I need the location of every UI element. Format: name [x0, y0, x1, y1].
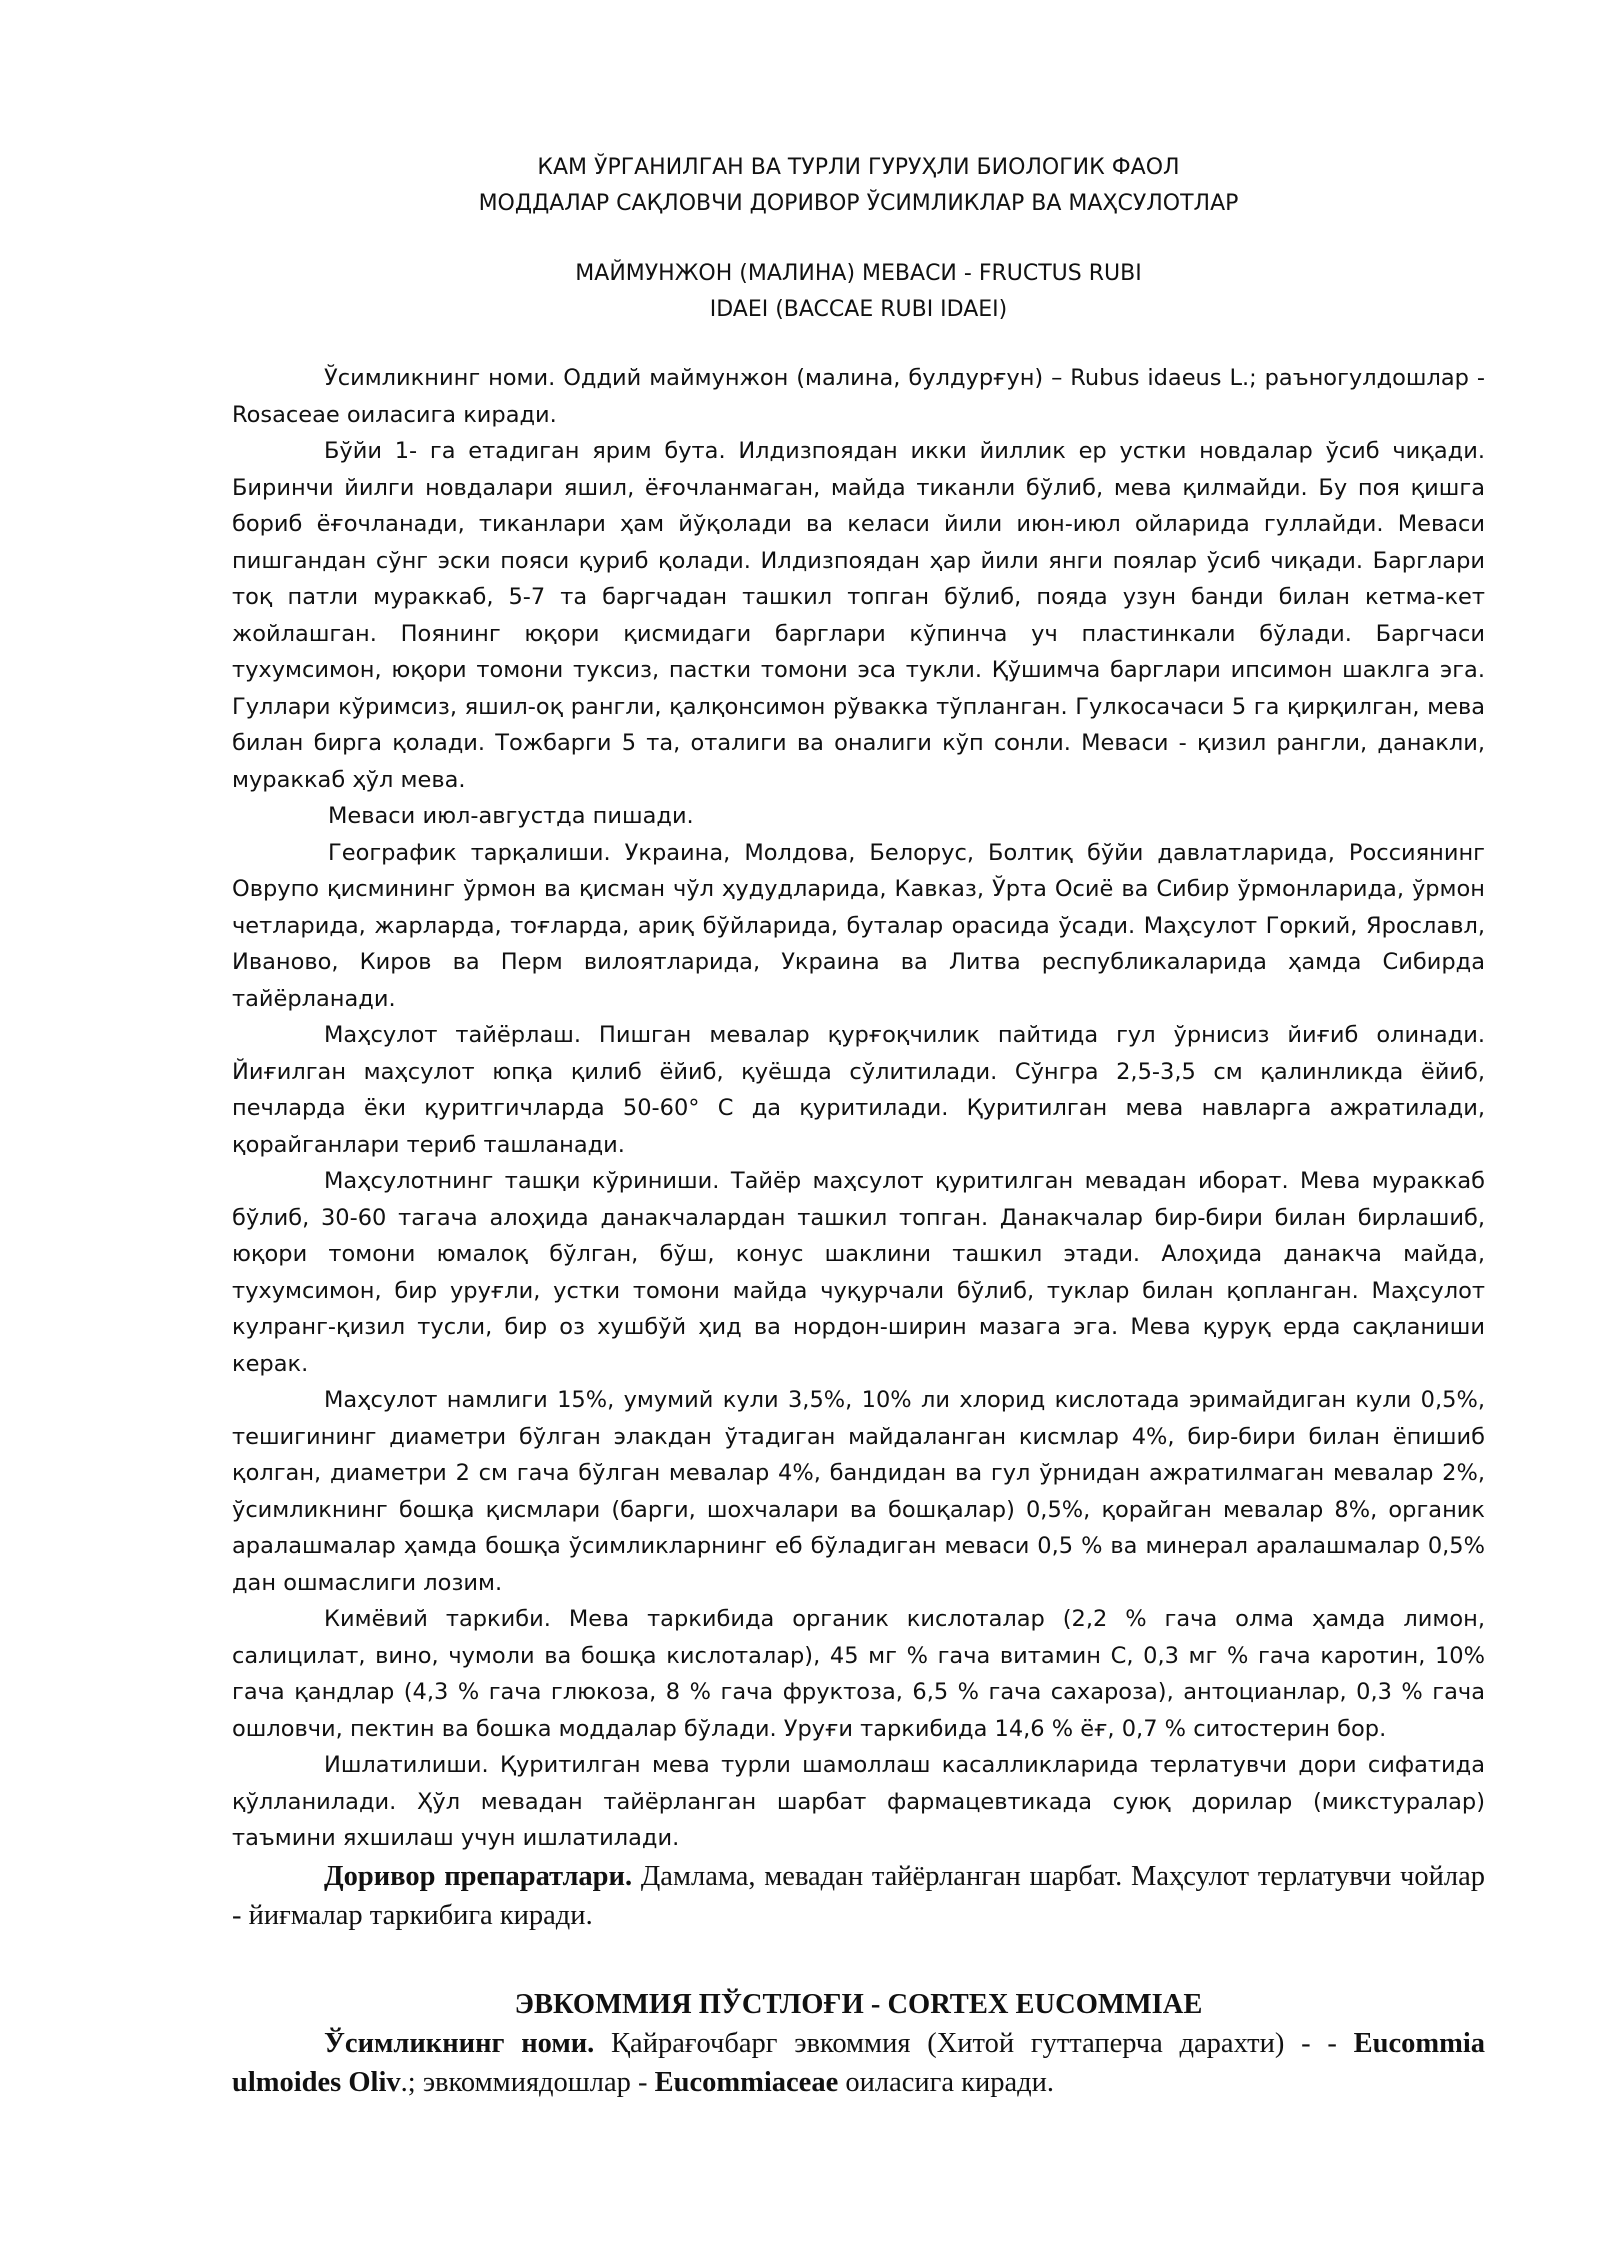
eucommia-text-3: оиласига киради. [838, 2066, 1054, 2098]
eucommia-section-title: ЭВКОММИЯ ПЎСТЛОҒИ - CORTEX EUCOMMIAE [514, 1988, 1203, 2020]
paragraph-usage: Ишлатилиши. Қуритилган мева турли шамоллаш касалликларида терлатувчи дори сифатида қўлланилади. Ҳўл мевадан тайёрланган шарбат фармацевтикада суюқ дорилар (микстуралар) таъмини яхшилаш учун ишлатилади. [232, 1752, 1485, 1851]
paragraph-plant-name: Ўсимликнинг номи. Оддий маймунжон (малина, булдурғун) – Rubus idaeus L.; раъногулдошлар - Rosaceae оиласига киради. [232, 365, 1485, 428]
body-text [232, 360, 1485, 1935]
preparations-text: Дамлама, мевадан тайёрланган шарбат. Маҳсулот терлатувчи чойлар - йиғмалар таркибига киради. [232, 1860, 1485, 1931]
paragraph-appearance: Маҳсулотнинг ташқи кўриниши. Тайёр маҳсулот қуритилган мевадан иборат. Мева мураккаб бўлиб, 30-60 тагача алоҳида данакчалардан ташкил топган. Данакчалар бир-бири билан бирлашиб, юқори томони юмалоқ бўлган, бўш, конус шаклини ташкил этади. Алоҳида данакча майда, тухумсимон, бир уруғли, устки томони майда чуқурчали бўлиб, туклар билан қопланган. Маҳсулот кулранг-қизил тусли, бир оз хушбўй ҳид ва нордон-ширин мазага эга. Мева қуруқ ерда сақланиши керак. [232, 1168, 1485, 1377]
chapter-title-line-1: КАМ ЎРГАНИЛГАН ВА ТУРЛИ ГУРУҲЛИ БИОЛОГИК ФАОЛ [537, 155, 1180, 180]
eucommia-label: Ўсимликнинг номи. [324, 2027, 595, 2059]
chapter-title-line-2: МОДДАЛАР САҚЛОВЧИ ДОРИВОР ЎСИМЛИКЛАР ВА МАҲСУЛОТЛАР [478, 191, 1239, 216]
paragraph-chemical-composition: Кимёвий таркиби. Мева таркибида органик кислоталар (2,2 % гача олма ҳамда лимон, салицилат, вино, чумоли ва бошқа кислоталар), 45 мг % гача витамин С, 0,3 мг % гача каротин, 10% гача қандлар (4,3 % гача глюкоза, 8 % гача фруктоза, 6,5 % гача сахароза), антоцианлар, 0,3 % гача ошловчи, пектин ва бошка моддалар бўлади. Уруғи таркибида 14,6 % ёғ, 0,7 % ситостерин бор. [232, 1606, 1485, 1742]
eucommia-text-2: .; эвкоммиядошлар - [400, 2066, 655, 2098]
preparations-label: Доривор препаратлари. [324, 1860, 633, 1892]
paragraph-harvesting: Маҳсулот тайёрлаш. Пишган мевалар қурғоқчилик пайтида гул ўрнисиз йиғиб олинади. Йиғилган маҳсулот юпқа қилиб ёйиб, қуёшда сўлитилади. Сўнгра 2,5-3,5 см қалинликда ёйиб, печларда ёки қуритгичларда 50-60° С да қуритилади. Қуритилган мева навларга ажратилади, қорайганлари териб ташланади. [232, 1022, 1485, 1158]
section-title-line-1: МАЙМУНЖОН (МАЛИНА) МЕВАСИ - FRUCTUS RUBI [575, 261, 1142, 286]
eucommia-family-name: Eucommiaceae [654, 2066, 839, 2098]
paragraph-description: Бўйи 1- га етадиган ярим бута. Илдизпоядан икки йиллик ер устки новдалар ўсиб чиқади. Биринчи йилги новдалари яшил, ёғочланмаган, майда тиканли бўлиб, мева қилмайди. Бу поя қишга бориб ёғочланади, тиканлари ҳам йўқолади ва келаси йили июн-июл ойларида гуллайди. Меваси пишгандан сўнг эски пояси қуриб қолади. Илдизпоядан ҳар йили янги поялар ўсиб чиқади. Барглари тоқ патли мураккаб, 5-7 та баргчадан ташкил топган бўлиб, пояда узун банди билан кетма-кет жойлашган. Поянинг юқори қисмидаги барглари кўпинча уч пластинкали бўлади. Баргчаси тухумсимон, юқори томони туксиз, пастки томони эса тукли. Қўшимча барглари ипсимон шаклга эга. Гуллари кўримсиз, яшил-оқ рангли, қалқонсимон рўвакка тўпланган. Гулкосачаси 5 га қирқилган, мева билан бирга қолади. Тожбарги 5 та, оталиги ва оналиги кўп сонли. Меваси - қизил рангли, данакли, мураккаб ҳўл мева. [232, 438, 1485, 793]
eucommia-text-1: Қайрағочбарг эвкоммия (Хитой гуттаперча дарахти) - - [594, 2027, 1354, 2059]
page-content [232, 150, 1485, 2102]
section-title-line-2: IDAEI (BACCAE RUBI IDAEI) [709, 297, 1008, 322]
eucommia-plant-name-paragraph [232, 2024, 1485, 2102]
paragraph-preparations [232, 1857, 1485, 1935]
paragraph-quality-norms: Маҳсулот намлиги 15%, умумий кули 3,5%, 10% ли хлорид кислотада эримайдиган кули 0,5%, тешигининг диаметри бўлган элакдан ўтадиган майдаланган кисмлар 4%, бир-бири билан ёпишиб қолган, диаметри 2 см гача бўлган мевалар 4%, бандидан ва гул ўрнидан ажратилмаган мевалар 2%, ўсимликнинг бошқа қисмлари (барги, шохчалари ва бошқалар) 0,5%, қорайган мевалар 8%, органик аралашмалар ҳамда бошқа ўсимликларнинг еб бўладиган меваси 0,5 % ва минерал аралашмалар 0,5% дан ошмаслиги лозим. [232, 1387, 1485, 1596]
eucommia-latin-name: Eucommia ulmoides Oliv [232, 2027, 1485, 2098]
paragraph-ripening: Меваси июл-августда пишади. [328, 803, 694, 829]
paragraph-distribution: Географик тарқалиши. Украина, Молдова, Белорус, Болтиқ бўйи давлатларида, Россиянинг Оврупо қисмининг ўрмон ва қисман чўл ҳудудларида, Кавказ, Ўрта Осиё ва Сибир ўрмонларида, ўрмон четларида, жарларда, тоғларда, ариқ бўйларида, буталар орасида ўсади. Маҳсулот Горкий, Ярославл, Иваново, Киров ва Перм вилоятларида, Украина ва Литва республикаларида ҳамда Сибирда тайёрланади. [232, 839, 1485, 1012]
